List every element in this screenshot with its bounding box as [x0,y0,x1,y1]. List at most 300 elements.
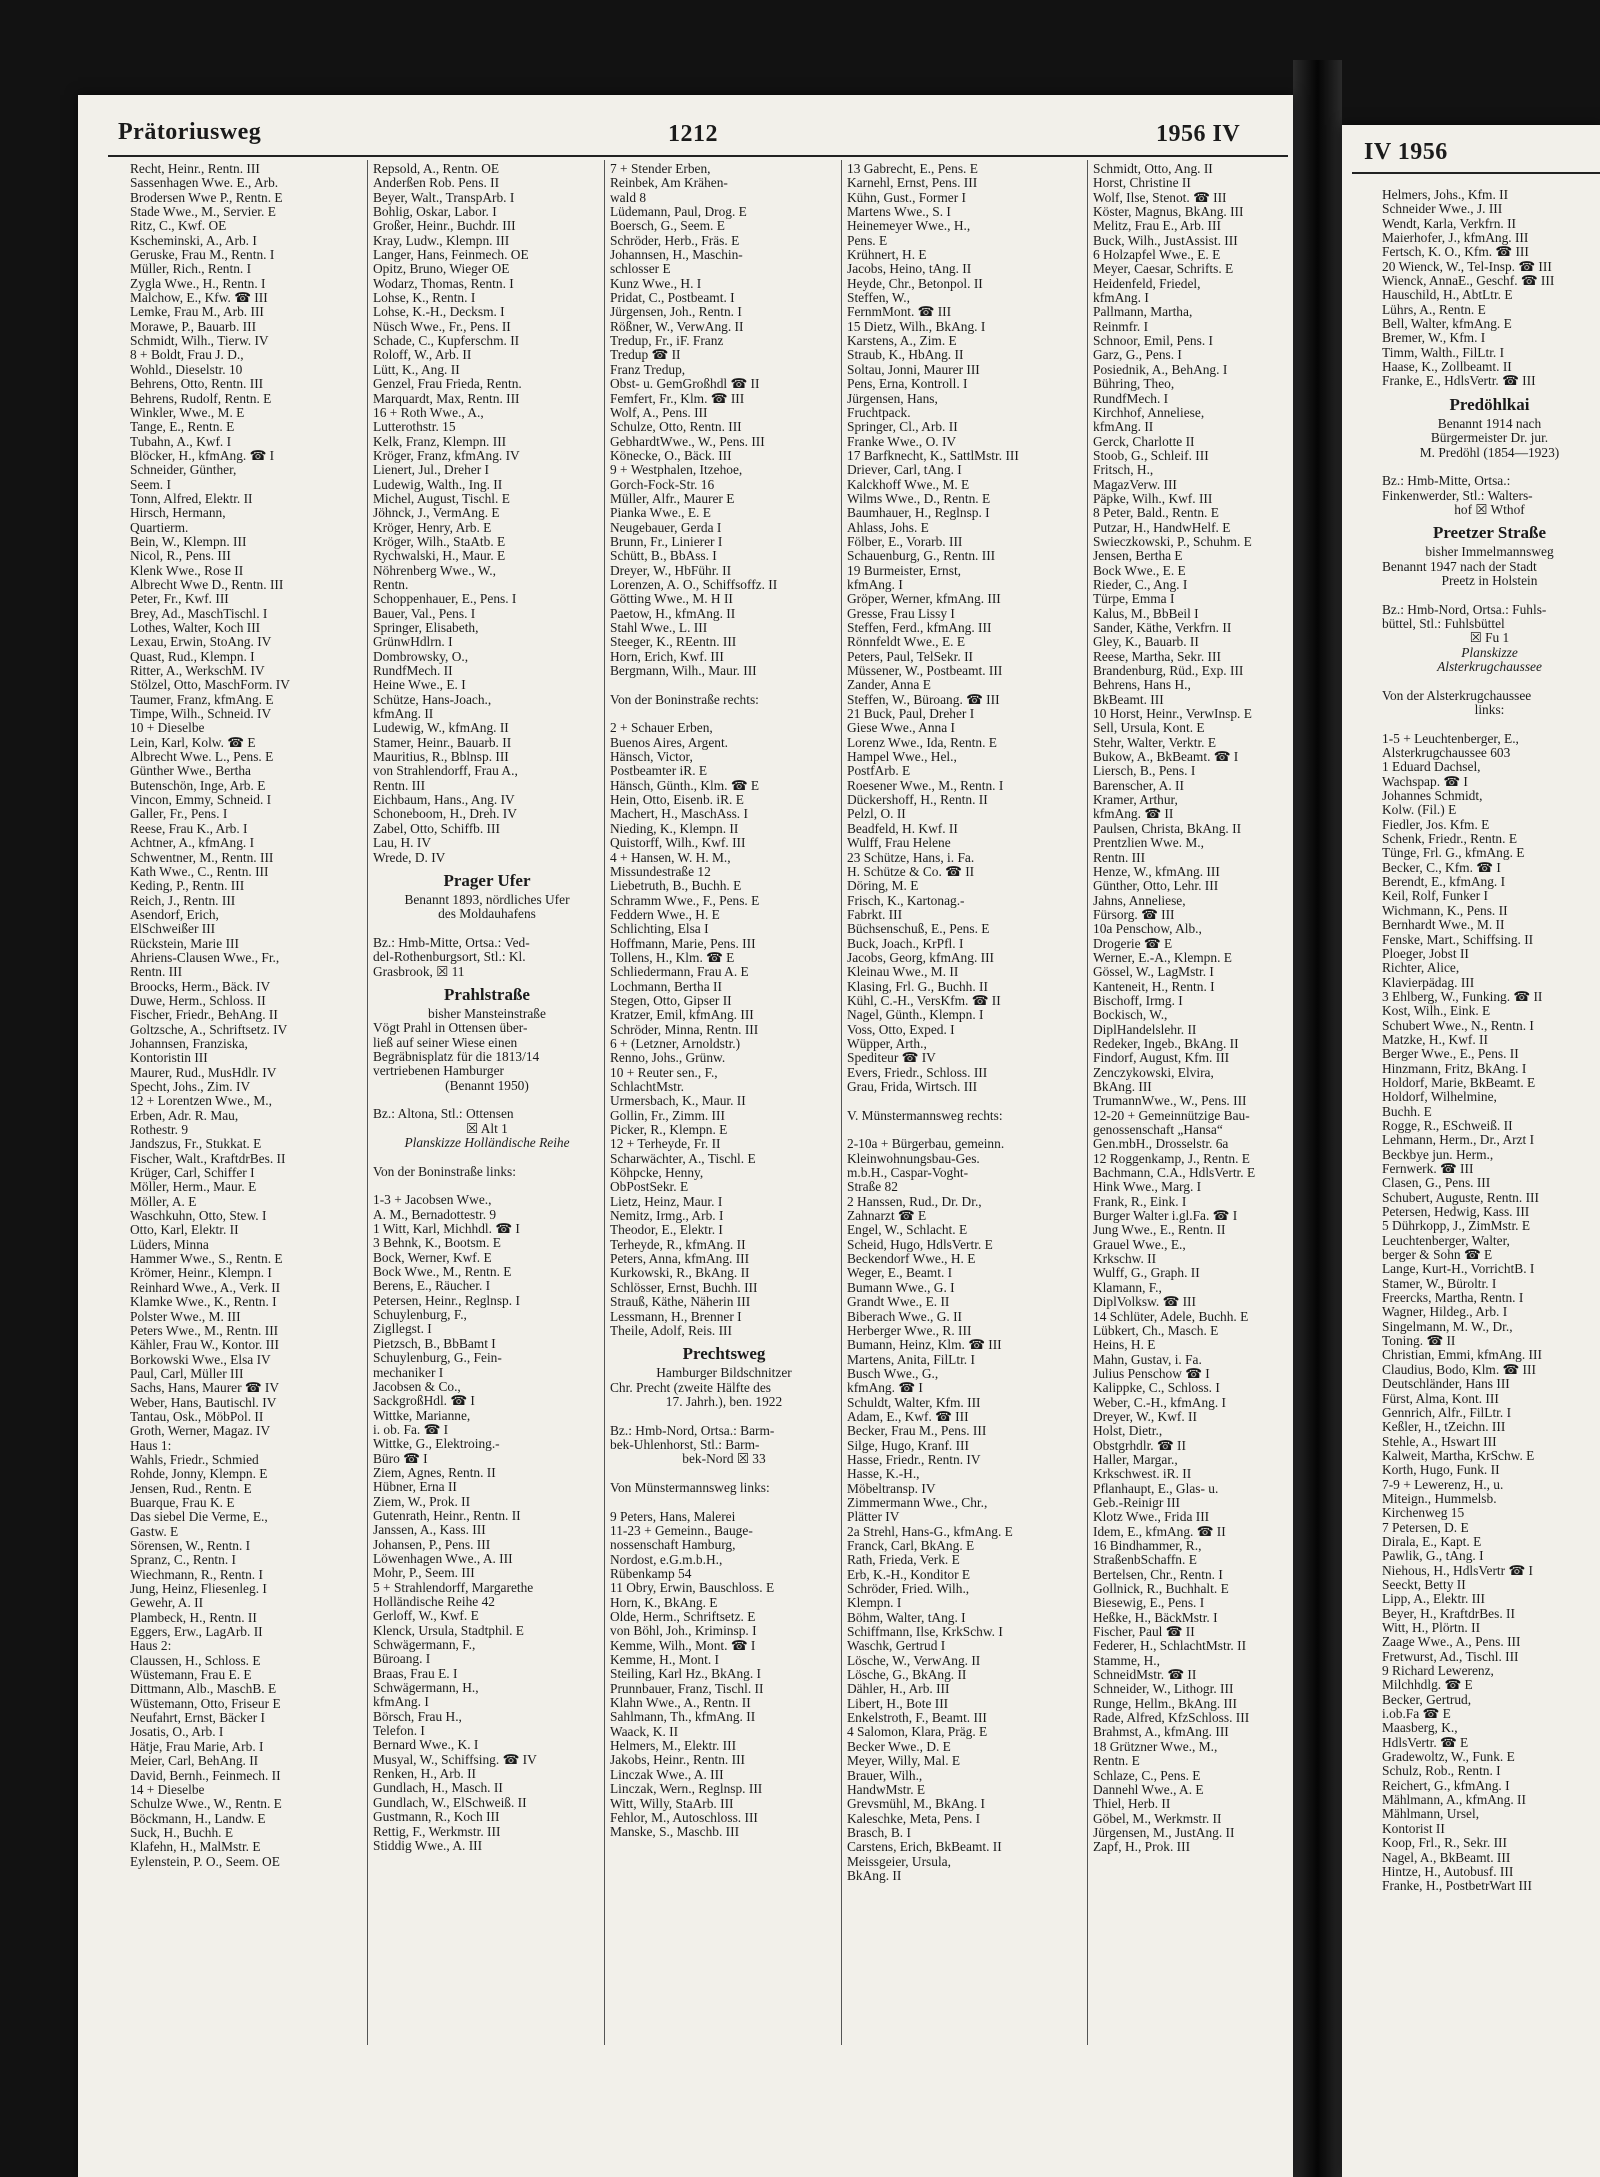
directory-entry: Fölber, E., Vorarb. III [847,533,963,549]
directory-entry: Böckmann, H., Landw. E [130,1810,266,1826]
directory-entry: Lessmann, H., Brenner I [610,1308,742,1324]
directory-entry: Klasing, Frl. G., Buchh. II [847,978,988,994]
directory-entry: Schröder, Fried. Wilh., [847,1581,970,1597]
directory-entry: Bukow, A., BkBeamt. ☎ I [1093,749,1239,765]
directory-entry: Lexau, Erwin, StoAng. IV [130,634,272,650]
directory-entry: Neugebauer, Gerda I [610,519,722,535]
directory-entry: Stiddig Wwe., A. III [373,1837,483,1853]
directory-entry: Wulff, G., Graph. II [1093,1265,1200,1281]
directory-entry: 1-3 + Jacobsen Wwe., [373,1192,492,1208]
directory-entry: ließ auf seiner Wiese einen [373,1034,518,1050]
directory-entry: Tantau, Osk., MöbPol. II [130,1408,264,1424]
directory-entry: Schneider, W., Lithogr. III [1093,1681,1234,1697]
directory-entry: Kramer, Arthur, [1093,792,1178,808]
directory-entry: von Strahlendorff, Frau A., [373,763,518,779]
directory-entry: Schubert, Auguste, Rentn. III [1382,1189,1539,1205]
directory-entry: Postbeamter iR. E [610,763,708,779]
directory-entry: Specht, Johs., Zim. IV [130,1079,251,1094]
directory-entry: Dückershoff, H., Rentn. II [847,792,988,808]
column-divider [841,160,842,2045]
directory-entry: Nicol, R., Pens. III [130,548,231,564]
directory-entry: Schade, C., Kupferschm. II [373,333,520,349]
directory-entry: Hauschild, H., AbtLtr. E [1382,287,1513,303]
street-note: Bürgermeister Dr. jur. [1430,430,1549,446]
directory-entry: Behrens, Otto, Rentn. III [130,376,264,392]
column-divider [604,160,605,2045]
directory-column-5 [1093,162,1291,2052]
street-note: 17. Jahrh.), ben. 1922 [665,1393,783,1409]
directory-entry: Schuylenburg, F., [373,1307,467,1323]
directory-entry: Singelmann, M. W., Dr., [1382,1318,1513,1334]
directory-entry: Fernwerk. ☎ III [1382,1161,1474,1176]
directory-entry: BkAng. III [1093,1079,1152,1094]
directory-entry: Manske, S., Maschb. III [610,1824,740,1840]
directory-entry: Pawlik, G., tAng. I [1382,1548,1484,1564]
directory-entry: kfmAng. ☎ I [847,1380,923,1396]
directory-entry: Pflanhaupt, E., Glas- u. [1093,1480,1219,1496]
directory-entry: Ahriens-Clausen Wwe., Fr., [130,949,280,965]
directory-entry: Schuldt, Walter, Kfm. III [847,1394,981,1410]
directory-entry: Dombrowsky, O., [373,648,469,664]
directory-entry: Kscheminski, A., Arb. I [130,232,257,248]
directory-entry: Lipp, A., Elektr. III [1382,1591,1486,1607]
directory-entry: Recht, Heinr., Rentn. III [130,162,260,176]
directory-entry: Leuchtenberger, Walter, [1382,1232,1510,1248]
directory-entry: Becker, Frau M., Pens. III [847,1423,987,1439]
directory-entry: Peters, Anna, kfmAng. III [610,1251,750,1267]
directory-entry: büttel, Stl.: Fuhlsbüttel [1382,615,1505,631]
directory-entry: Gastw. E [130,1523,179,1539]
directory-entry: Jürgensen, Hans, [847,390,938,406]
directory-entry: Straße 82 [847,1179,898,1195]
directory-entry: Grau, Frida, Wirtsch. III [847,1079,978,1094]
directory-entry [1382,717,1597,731]
directory-entry: Großer, Heinr., Buchdr. III [373,218,516,234]
directory-entry: Hammer Wwe., S., Rentn. E [130,1251,283,1267]
directory-entry: Wüpper, Arth., [847,1035,927,1051]
directory-entry: Lehmann, Herm., Dr., Arzt I [1382,1132,1535,1148]
directory-entry: Wulff, Frau Helene [847,835,951,851]
directory-entry: Fenske, Mart., Schiffsing. II [1382,931,1534,947]
directory-entry [1382,460,1597,474]
directory-entry: Kröger, Wilh., StaAtb. E [373,533,506,549]
directory-entry: FernmMont. ☎ III [847,304,952,320]
right-header-rule [1352,172,1600,174]
directory-entry: Enkelstroth, F., Beamt. III [847,1710,987,1726]
directory-entry: Libert, H., Bote III [847,1695,949,1711]
directory-entry: Sell, Ursula, Kont. E [1093,720,1205,736]
directory-entry: Schuylenburg, G., Fein- [373,1350,502,1366]
directory-entry: i. ob. Fa. ☎ I [373,1421,449,1437]
directory-entry: Fischer, Friedr., BehAng. II [130,1007,278,1023]
street-note: Benannt 1893, nördliches Ufer [404,891,570,907]
directory-entry: Kanteneit, H., Rentn. I [1093,978,1215,994]
directory-entry: Borkowski Wwe., Elsa IV [130,1351,271,1367]
directory-entry: Busch Wwe., G., [847,1365,939,1381]
directory-entry: Theodor, E., Elektr. I [610,1222,723,1238]
directory-entry: Fiedler, Jos. Kfm. E [1382,816,1490,832]
directory-entry: Eichbaum, Hans., Ang. IV [373,792,515,808]
directory-entry: Petersen, Hedwig, Kass. III [1382,1204,1530,1220]
directory-entry: Erb, K.-H., Konditor E [847,1566,971,1582]
directory-entry: Maierhofer, J., kfmAng. III [1382,230,1529,246]
directory-entry: i.ob.Fa ☎ E [1382,1706,1451,1722]
directory-entry: Gresse, Frau Lissy I [847,605,955,621]
directory-entry: Von der Alsterkrugchaussee [1382,687,1532,703]
directory-entry: Hasse, K.-H., [847,1466,920,1482]
directory-entry: Geruske, Frau M., Rentn. I [130,247,275,263]
directory-entry: Rönnfeldt Wwe., E. E [847,634,966,650]
directory-entry: Jandszus, Fr., Stukkat. E [130,1136,262,1152]
directory-entry: 19 Burmeister, Ernst, [847,562,962,578]
directory-entry: Gorch-Fock-Str. 16 [610,476,715,492]
directory-entry: Milchhdlg. ☎ E [1382,1677,1473,1693]
directory-entry: Schnoor, Emil, Pens. I [1093,333,1213,349]
directory-entry: Kähler, Frau W., Kontor. III [130,1337,279,1353]
directory-entry: Beyer, H., KraftdrBes. II [1382,1605,1515,1621]
directory-entry: 21 Buck, Paul, Dreher I [847,706,975,722]
directory-entry: Hübner, Erna II [373,1479,457,1495]
directory-entry: Bischoff, Irmg. I [1093,992,1183,1008]
directory-entry: Weger, E., Beamt. I [847,1265,953,1281]
street-header: Prätoriusweg [118,119,262,145]
directory-entry: Missundestraße 12 [610,863,711,879]
directory-entry: 2 + Schauer Erben, [610,720,713,736]
directory-entry: Holst, Dietr., [1093,1423,1163,1439]
directory-entry: Lösche, G., BkAng. II [847,1667,967,1683]
directory-entry: Franke, H., PostbetrWart III [1382,1878,1532,1894]
directory-entry: Sassenhagen Wwe. E., Arb. [130,175,279,191]
directory-entry: Türpe, Emma I [1093,591,1175,607]
directory-entry: Idem, E., kfmAng. ☎ II [1093,1523,1226,1539]
street-heading: Prager Ufer [443,870,531,890]
directory-entry: Schauenburg, G., Rentn. III [847,548,996,564]
directory-entry: 3 Ehlberg, W., Funking. ☎ II [1382,988,1543,1004]
street-note: bek-Nord ☒ 33 [682,1451,766,1467]
directory-entry: RundfMech. I [1093,390,1169,406]
directory-entry [1382,674,1597,688]
directory-entry: Renken, H., Arb. II [373,1766,477,1782]
directory-entry: Olde, Herm., Schriftsetz. E [610,1609,756,1625]
directory-entry: Zimmermann Wwe., Chr., [847,1494,988,1510]
directory-entry: Tredup ☎ II [610,347,681,363]
directory-entry: Ziem, W., Prok. II [373,1493,471,1509]
directory-entry: Grauel Wwe., E., [1093,1236,1186,1252]
directory-entry: genossenschaft „Hansa“ [1093,1122,1223,1138]
directory-entry: Zygla Wwe., H., Rentn. I [130,275,266,291]
directory-entry: Klotz Wwe., Frida III [1093,1509,1210,1525]
directory-entry: Claussen, H., Schloss. E [130,1652,261,1668]
directory-entry: Goltzsche, A., Schriftsetz. IV [130,1021,288,1037]
directory-entry: Jürgensen, Joh., Rentn. I [610,304,742,320]
directory-entry: Biberach Wwe., G. II [847,1308,963,1324]
directory-entry: Schoneboom, H., Dreh. IV [373,806,517,822]
directory-entry: Schubert Wwe., N., Rentn. I [1382,1017,1534,1033]
directory-entry: Fretwurst, Ad., Tischl. III [1382,1648,1519,1664]
directory-entry: Lorenz Wwe., Ida, Rentn. E [847,734,997,750]
directory-entry: Büroang. I [373,1651,431,1667]
directory-entry: StraßenbSchaffn. E [1093,1552,1197,1568]
directory-entry: Klafehn, H., MalMstr. E [130,1839,261,1855]
directory-entry: Schulze Wwe., W., Rentn. E [130,1796,282,1812]
directory-entry: SchlachtMstr. [610,1079,685,1094]
directory-entry: Von der Boninstraße rechts: [610,691,759,707]
directory-entry: Krüger, Carl, Schiffer I [130,1165,255,1181]
directory-entry: Melitz, Frau E., Arb. III [1093,218,1221,234]
directory-entry: del-Rothenburgsort, Stl.: Kl. [373,949,526,965]
directory-entry: Köhpcke, Henny, [610,1165,704,1181]
directory-entry: Springer, Cl., Arb. II [847,419,958,435]
directory-entry: 10 + Reuter sen., F., [610,1064,718,1080]
directory-entry: Lau, H. IV [373,835,432,851]
directory-entry [847,1123,1084,1137]
directory-entry: Richter, Alice, [1382,960,1460,976]
directory-entry: Jensen, Rud., Rentn. E [130,1480,252,1496]
right-year-volume: IV 1956 [1364,139,1448,165]
directory-entry: Horn, K., BkAng. E [610,1594,718,1610]
directory-entry: Dreyer, W., HbFühr. II [610,562,732,578]
directory-entry: Eylenstein, P. O., Seem. OE [130,1853,280,1869]
directory-entry: von Böhl, Joh., Kriminsp. I [610,1623,757,1639]
directory-entry: 1 Eduard Dachsel, [1382,759,1481,775]
directory-entry: Kemme, Wilh., Mont. ☎ I [610,1637,756,1653]
directory-entry: Steffen, W., Büroang. ☎ III [847,691,1000,707]
directory-entry: Schmidt, Wilh., Tierw. IV [130,333,269,349]
directory-entry: Wichmann, K., Pens. II [1382,902,1508,918]
directory-entry: Lemke, Frau M., Arb. III [130,304,264,320]
directory-entry: Paetow, H., kfmAng. II [610,605,736,621]
directory-entry: Soltau, Jonni, Maurer III [847,361,980,377]
directory-entry: Chr. Precht (zweite Hälfte des [610,1379,772,1395]
directory-entry: Holdorf, Wilhelmine, [1382,1089,1497,1105]
directory-entry: Boersch, G., Seem. E [610,218,725,234]
directory-entry: Bz.: Hmb-Nord, Ortsa.: Fuhls- [1382,601,1547,617]
directory-entry: Gollin, Fr., Zimm. III [610,1107,725,1123]
directory-entry: Telefon. I [373,1723,425,1739]
directory-entry: Jahns, Anneliese, [1093,892,1186,908]
directory-entry: Könecke, O., Bäck. III [610,447,732,463]
directory-entry: 12 Roggenkamp, J., Rentn. E [1093,1150,1250,1166]
directory-column-3 [610,162,838,2052]
directory-entry: kfmAng. ☎ II [1093,806,1174,822]
directory-entry: Bock Wwe., M., Rentn. E [373,1264,512,1280]
street-heading: Preetzer Straße [1432,523,1547,543]
directory-entry: Schwentner, M., Rentn. III [130,849,274,865]
header-rule [108,155,1288,157]
street-note: bisher Immelmannsweg [1425,544,1554,560]
directory-entry: Heins, H. E [1093,1337,1156,1353]
directory-entry: Kolw. (Fil.) E [1382,802,1457,818]
directory-entry: Möller, Herm., Maur. E [130,1179,257,1195]
directory-entry: Gewehr, A. II [130,1595,204,1611]
directory-entry: Krkschw. II [1093,1251,1157,1267]
plan-note: Alsterkrugchaussee [1437,658,1542,674]
directory-entry: Peters Wwe., M., Rentn. III [130,1322,279,1338]
directory-entry: Das siebel Die Verme, E., [130,1509,268,1525]
directory-entry: Schulze, Otto, Rentn. III [610,419,742,435]
directory-entry: Rentn. E [1093,1753,1140,1769]
directory-entry: Federer, H., SchlachtMstr. II [1093,1638,1247,1654]
directory-entry: wald 8 [610,189,647,205]
directory-entry: Hasse, Friedr., Rentn. IV [847,1451,981,1467]
directory-entry: nossenschaft Hamburg, [610,1537,736,1553]
directory-entry: 9 Peters, Hans, Malerei [610,1508,736,1524]
directory-entry: Lohse, K.-H., Decksm. I [373,304,505,320]
directory-entry: Stahl Wwe., L. III [610,620,708,635]
directory-entry: Hinzmann, Fritz, BkAng. I [1382,1060,1527,1076]
directory-entry: 17 Barfknecht, K., SattlMstr. III [847,447,1019,463]
directory-entry: kfmAng. II [1093,419,1154,435]
directory-entry: Ahlass, Johs. E [847,519,929,535]
directory-entry: Bockisch, W., [1093,1007,1168,1023]
directory-entry: Möbeltransp. IV [847,1480,936,1496]
directory-entry: Terheyde, R., kfmAng. II [610,1236,746,1252]
directory-column-4 [847,162,1084,2052]
directory-entry: Otto, Karl, Elektr. II [130,1222,239,1238]
directory-entry: Janssen, A., Kass. III [373,1522,486,1538]
directory-entry: Jöhnck, J., VermAng. E [373,505,500,521]
directory-entry: Klenck, Ursula, Stadtphil. E [373,1622,524,1638]
street-note: (Benannt 1950) [445,1077,529,1093]
directory-entry: Weber, Hans, Bautischl. IV [130,1394,277,1410]
directory-entry: Wolf, Ilse, Stenot. ☎ III [1093,189,1227,205]
directory-entry: Suck, H., Buchh. E [130,1824,234,1840]
directory-entry: Schwägermann, F., [373,1637,476,1653]
directory-entry: Miteign., Hummelsb. [1382,1490,1497,1506]
directory-entry: Ziem, Agnes, Rentn. II [373,1464,496,1480]
directory-entry: Lutterothstr. 15 [373,419,456,435]
directory-entry: 14 + Dieselbe [130,1781,205,1797]
directory-entry: Kunz Wwe., H. I [610,275,702,291]
directory-entry: Göbel, M., Werkmstr. II [1093,1810,1222,1826]
street-note: Hamburger Bildschnitzer [656,1365,792,1381]
directory-entry: Fritsch, H., [1093,462,1154,478]
directory-entry: Beckendorf Wwe., H. E [847,1251,976,1267]
directory-entry: Börsch, Frau H., [373,1708,462,1724]
directory-entry: Büchsenschuß, E., Pens. E [847,921,990,937]
directory-entry: Fischer, Paul ☎ II [1093,1624,1195,1640]
directory-entry: 10 Horst, Heinr., VerwInsp. E [1093,706,1252,722]
plan-note: Planskizze Holländische Reihe [404,1135,570,1150]
directory-column-6 [1382,188,1597,2078]
directory-entry: 14 Schlüter, Adele, Buchh. E [1093,1308,1249,1324]
directory-entry: Reinmfr. I [1093,318,1149,334]
directory-entry: Gössel, W., LagMstr. I [1093,964,1214,980]
directory-entry: Stamer, W., Büroltr. I [1382,1275,1497,1291]
directory-entry: Reese, Martha, Sekr. III [1093,648,1221,664]
directory-entry: Blöcker, H., kfmAng. ☎ I [130,447,275,463]
directory-entry: Pallmann, Martha, [1093,304,1193,320]
directory-entry: Bz.: Hmb-Mitte, Ortsa.: [1382,473,1511,489]
directory-entry [373,1179,601,1193]
column-divider [1087,160,1088,2045]
directory-entry: Mahn, Gustav, i. Fa. [1093,1351,1202,1367]
directory-entry: Fehlor, M., Autoschloss. III [610,1809,758,1825]
directory-entry: Kelk, Franz, Klempn. III [373,433,507,449]
directory-entry: Bein, W., Klempn. III [130,533,247,549]
directory-entry: 6 Holzapfel Wwe., E. E [1093,247,1221,263]
directory-entry: 4 + Hansen, W. H. M., [610,849,731,865]
directory-entry: Winkler, Wwe., M. E [130,404,245,420]
directory-entry: Musyal, W., Schiffsing. ☎ IV [373,1751,537,1767]
directory-entry: Dreyer, W., Kwf. II [1093,1408,1197,1424]
directory-entry: Jakobs, Heinr., Rentn. III [610,1752,745,1768]
directory-entry: Becker, Gertrud, [1382,1691,1472,1707]
directory-entry: Krkschwest. iR. II [1093,1466,1192,1482]
directory-column-2 [373,162,601,2052]
directory-entry: Schlichting, Elsa I [610,921,709,937]
directory-entry: Pietzsch, B., BbBamt I [373,1335,496,1351]
directory-entry: Horst, Christine II [1093,175,1191,191]
directory-entry: Rößner, W., VerwAng. II [610,318,744,334]
directory-entry: Karstens, A., Zim. E [847,333,957,349]
directory-entry: Steiling, Karl Hz., BkAng. I [610,1666,761,1682]
directory-entry: Begräbnisplatz für die 1813/14 [373,1048,540,1064]
directory-entry: Stehle, A., Hswart III [1382,1433,1497,1449]
directory-entry: Voss, Otto, Exped. I [847,1021,955,1037]
directory-entry: Wrede, D. IV [373,849,446,865]
directory-entry: Liebetruth, B., Buchh. E [610,878,742,894]
directory-entry: Gutenrath, Heinr., Rentn. II [373,1507,521,1523]
directory-entry: Bergmann, Wilh., Maur. III [610,663,757,679]
directory-entry: Kleinwohnungsbau-Ges. [847,1150,980,1166]
directory-entry: Bock, Werner, Kwf. E [373,1249,492,1265]
directory-entry: Helmers, Johs., Kfm. II [1382,188,1509,202]
directory-entry: 2a Strehl, Hans-G., kfmAng. E [847,1523,1013,1539]
directory-entry: RundfMech. II [373,663,453,679]
directory-entry: Burger Walter i.gl.Fa. ☎ I [1093,1208,1238,1224]
directory-entry: Gerck, Charlotte II [1093,433,1195,449]
directory-entry: Dirala, E., Kapt. E [1382,1533,1482,1549]
directory-entry: Meier, Carl, BehAng. II [130,1753,259,1769]
directory-entry: bek-Uhlenhorst, Stl.: Barm- [610,1436,760,1452]
directory-entry: Möller, A. E [130,1193,197,1209]
directory-entry: Sörensen, W., Rentn. I [130,1538,251,1553]
directory-entry: Krömer, Heinr., Klempn. I [130,1265,272,1281]
directory-entry: Obstgrhdlr. ☎ II [1093,1437,1186,1453]
directory-entry: Behrens, Hans H., [1093,677,1191,693]
directory-entry: 7 Petersen, D. E [1382,1519,1469,1535]
directory-entry: Paulsen, Christa, BkAng. II [1093,820,1242,836]
directory-entry: Butenschön, Inge, Arb. E [130,777,266,793]
directory-entry: Schneider Wwe., J. III [1382,201,1503,217]
directory-entry: Femfert, Fr., Klm. ☎ III [610,390,745,406]
directory-entry: Lösche, W., VerwAng. II [847,1652,981,1668]
directory-entry: Jacobs, Heino, tAng. II [847,261,972,277]
street-heading: Prahlstraße [444,984,530,1004]
directory-column-1 [130,162,363,2052]
directory-entry: Wodarz, Thomas, Rentn. I [373,275,514,291]
directory-entry: Schwägermann, H., [373,1680,479,1696]
directory-entry: Schliedermann, Frau A. E [610,964,749,980]
directory-entry: Bz.: Hmb-Nord, Ortsa.: Barm- [610,1422,775,1438]
directory-entry: Giese Wwe., Anna I [847,720,955,736]
directory-entry: Barenscher, A. II [1093,777,1184,793]
directory-entry: kfmAng. II [373,706,434,722]
directory-entry: Peters, Paul, TelSekr. II [847,648,974,664]
directory-entry: kfmAng. I [1093,290,1149,306]
directory-entry: Picker, R., Klempn. E [610,1122,728,1138]
directory-entry: Waack, K. II [610,1723,679,1739]
directory-entry: Brunn, Fr., Linierer I [610,533,723,549]
directory-entry: Witt, H., Plörtn. II [1382,1620,1481,1635]
directory-entry: Repsold, A., Rentn. OE [373,162,500,176]
directory-entry: Ludewig, Walth., Ing. II [373,476,503,492]
directory-entry: Brey, Ad., MaschTischl. I [130,605,268,621]
directory-entry: Zigllegst. I [373,1321,432,1337]
directory-entry: Buchh. E [1382,1103,1432,1119]
directory-entry: Findorf, August, Kfm. III [1093,1050,1230,1066]
